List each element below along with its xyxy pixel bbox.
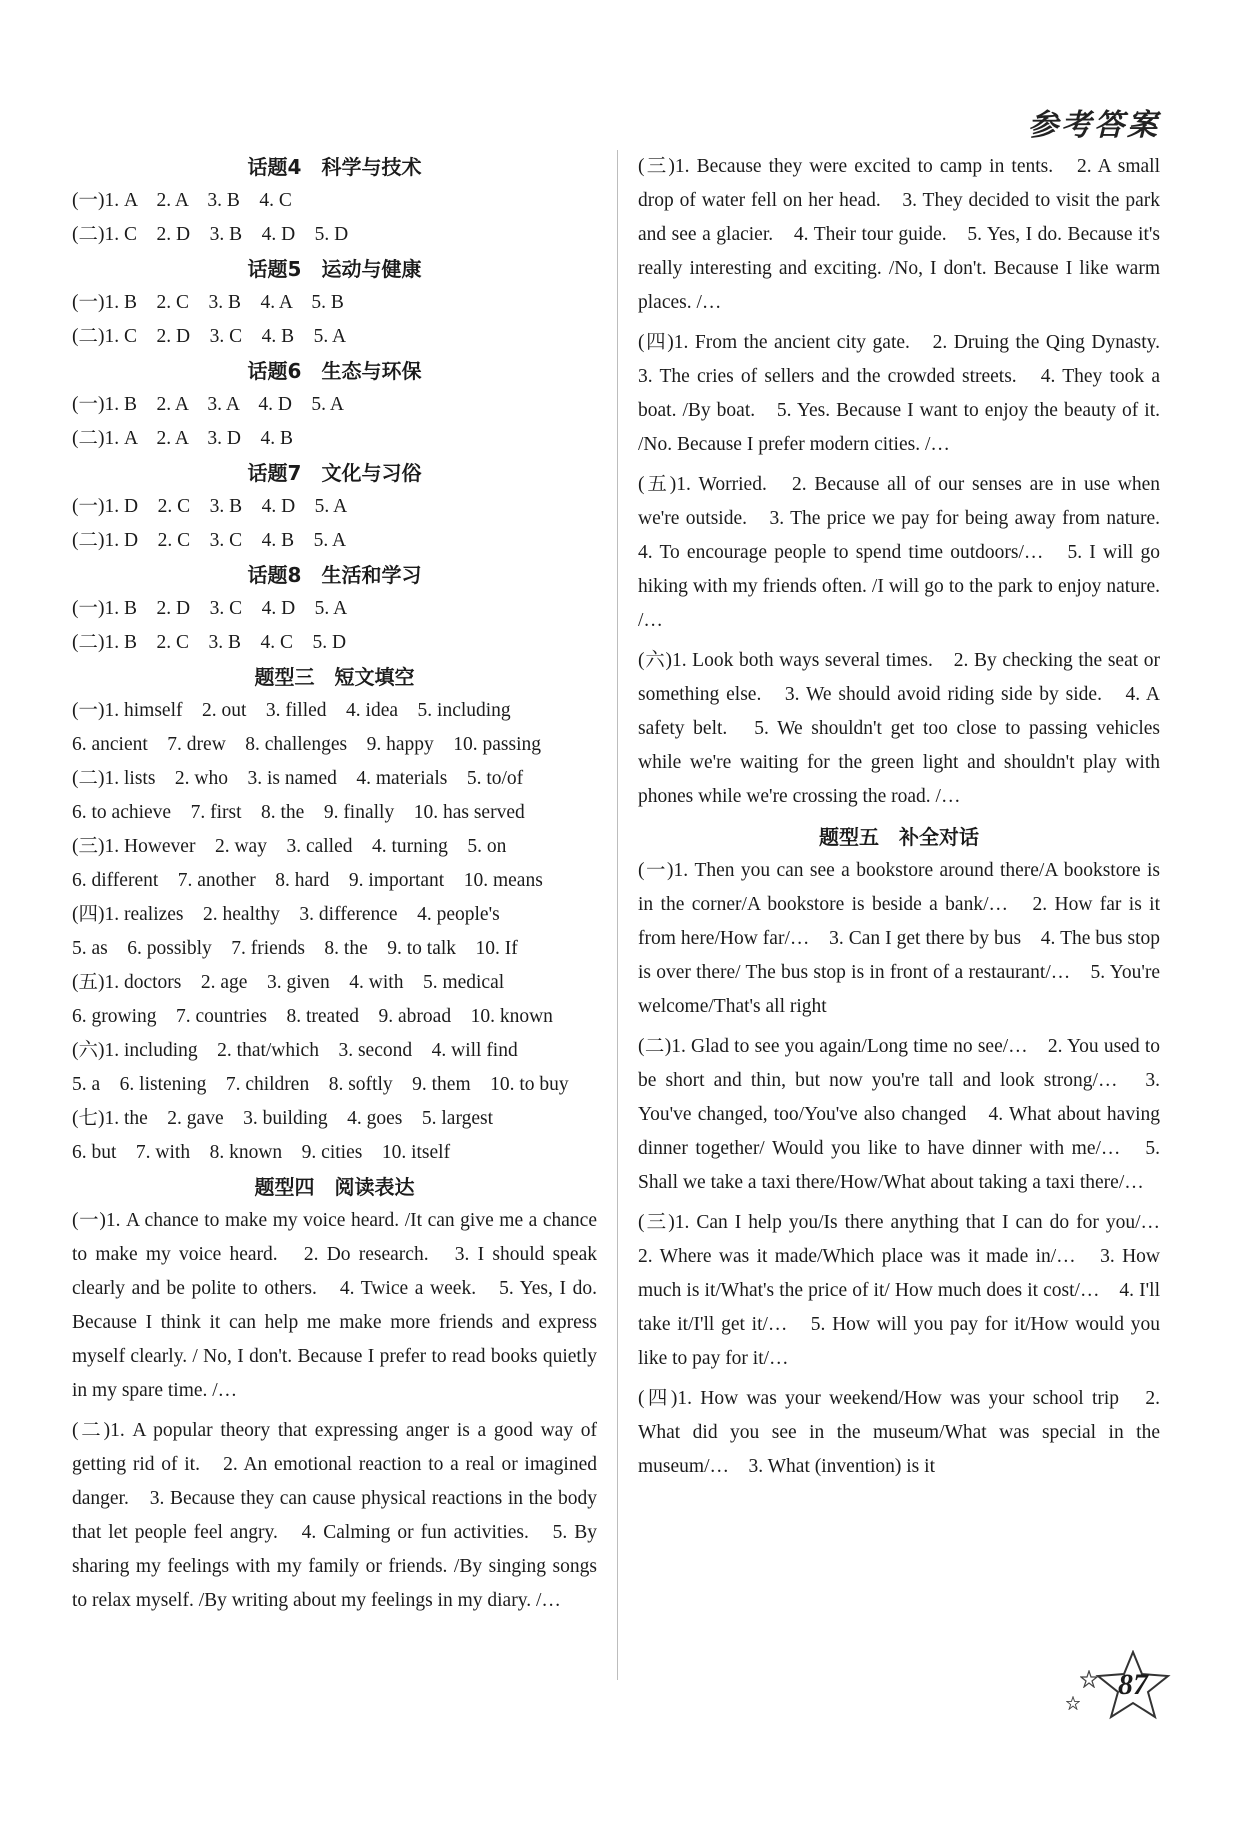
answer-line: (三)1. However 2. way 3. called 4. turning 5. on	[72, 836, 507, 857]
answer-paragraph: (一)1. Then you can see a bookstore around there/A bookstore is in the corner/A bookstore is beside a bank/… 2. How far is it from here/How far/… 3. Can I get there by bus 4. The bus stop is over there/ The bus stop is in front of a restaurant/… 5. You're welcome/That's all right	[638, 860, 1160, 1017]
answer-line: (五)1. doctors 2. age 3. given 4. with 5. medical	[72, 972, 505, 993]
answer-line: 6. but 7. with 8. known 9. cities 10. itself	[72, 1142, 451, 1163]
answer-line: (一)1. B 2. C 3. B 4. A 5. B	[72, 292, 344, 313]
answer-line: 6. different 7. another 8. hard 9. important 10. means	[72, 870, 543, 891]
section-heading: 话题4 科学与技术	[247, 155, 422, 179]
answer-paragraph: (五)1. Worried. 2. Because all of our senses are in use when we're outside. 3. The price we pay for being away from nature. 4. To encourage people to spend time outdoors/… 5. I will go hiking with my friends often. /I will go to the park to enjoy nature. /…	[638, 474, 1180, 631]
right-column	[638, 150, 1180, 1490]
column-divider	[617, 150, 618, 1680]
answer-line: (一)1. B 2. A 3. A 4. D 5. A	[72, 394, 344, 415]
answer-line: (二)1. C 2. D 3. B 4. D 5. D	[72, 224, 349, 245]
answer-line: (二)1. B 2. C 3. B 4. C 5. D	[72, 632, 347, 653]
answer-paragraph: (二)1. A popular theory that expressing anger is a good way of getting rid of it. 2. An emotional reaction to a real or imagined danger. 3. Because they can cause physical reactions in the body that let people feel angry. 4. Calming or fun activities. 5. By sharing my feelings with my family or friends. /By singing songs to relax myself. /By writing about my feelings in my diary. /…	[72, 1420, 597, 1611]
answer-line: 6. growing 7. countries 8. treated 9. abroad 10. known	[72, 1006, 553, 1027]
answer-line: (二)1. lists 2. who 3. is named 4. materials 5. to/of	[72, 768, 524, 789]
answer-line: (一)1. B 2. D 3. C 4. D 5. A	[72, 598, 348, 619]
answer-paragraph: (四)1. How was your weekend/How was your school trip 2. What did you see in the museum/What was special in the museum/… 3. What (invention) is it	[638, 1388, 1160, 1477]
answer-line: (二)1. A 2. A 3. D 4. B	[72, 428, 294, 449]
page-number-badge	[1094, 1650, 1172, 1720]
section-heading: 题型三 短文填空	[254, 665, 415, 689]
answer-paragraph: (六)1. Look both ways several times. 2. By checking the seat or something else. 3. We should avoid riding side by side. 4. A safety belt. 5. We shouldn't get too close to passing vehicles while we're waiting for the green light and shouldn't play with phones while we're crossing the road. /…	[638, 650, 1160, 807]
answer-paragraph: (二)1. Glad to see you again/Long time no see/… 2. You used to be short and thin, but now you're tall and look strong/… 3. You've changed, too/You've also changed 4. What about having dinner together/ Would you like to have dinner with me/… 5. Shall we take a taxi there/How/What about taking a taxi there/…	[638, 1036, 1160, 1193]
answer-line: (二)1. D 2. C 3. C 4. B 5. A	[72, 530, 347, 551]
answer-line: (四)1. realizes 2. healthy 3. difference 4. people's	[72, 904, 500, 925]
answer-paragraph: (四)1. From the ancient city gate. 2. Druing the Qing Dynasty. 3. The cries of sellers and the crowded streets. 4. They took a boat. /By boat. 5. Yes. Because I want to enjoy the beauty of it. /No. Because I prefer modern cities. /…	[638, 332, 1180, 455]
header-title: 参考答案	[1028, 109, 1160, 142]
answer-line: (一)1. A 2. A 3. B 4. C	[72, 190, 292, 211]
answer-line: (一)1. D 2. C 3. B 4. D 5. A	[72, 496, 348, 517]
answer-line: 5. a 6. listening 7. children 8. softly 9. them 10. to buy	[72, 1074, 569, 1095]
left-column	[72, 150, 597, 1624]
section-heading: 话题6 生态与环保	[247, 359, 422, 383]
answer-line: (二)1. C 2. D 3. C 4. B 5. A	[72, 326, 347, 347]
answer-line: (七)1. the 2. gave 3. building 4. goes 5. largest	[72, 1108, 493, 1129]
answer-paragraph: (三)1. Can I help you/Is there anything that I can do for you/… 2. Where was it made/Which place was it made in/… 3. How much is it/What's the price of it/ How much does it cost/… 4. I'll take it/I'll get it/… 5. How will you pay for it/How would you like to pay for it/…	[638, 1212, 1180, 1369]
small-star-icon	[1080, 1670, 1098, 1688]
answer-paragraph: (一)1. A chance to make my voice heard. /It can give me a chance to make my voice heard. 2. Do research. 3. I should speak clearly and be polite to others. 4. Twice a week. 5. Yes, I do. Because I think it can help me make more friends and express myself clearly. / No, I don't. Because I prefer to read books quietly in my spare time. /…	[72, 1210, 597, 1401]
section-heading: 题型五 补全对话	[819, 825, 979, 849]
section-heading: 题型四 阅读表达	[254, 1175, 415, 1199]
section-heading: 话题8 生活和学习	[247, 563, 422, 587]
section-heading: 话题5 运动与健康	[247, 257, 422, 281]
answer-line: 6. to achieve 7. first 8. the 9. finally 10. has served	[72, 802, 525, 823]
answer-line: (六)1. including 2. that/which 3. second 4. will find	[72, 1040, 518, 1061]
small-star-icon-2	[1066, 1696, 1080, 1710]
answer-line: (一)1. himself 2. out 3. filled 4. idea 5. including	[72, 700, 511, 721]
answer-line: 6. ancient 7. drew 8. challenges 9. happy 10. passing	[72, 734, 541, 755]
page-number: 87	[1118, 1668, 1148, 1701]
answer-paragraph: (三)1. Because they were excited to camp in tents. 2. A small drop of water fell on her head. 3. They decided to visit the park and see a glacier. 4. Their tour guide. 5. Yes, I do. Because it's really interesting and exciting. /No, I don't. Because I like warm places. /…	[638, 156, 1160, 313]
answer-line: 5. as 6. possibly 7. friends 8. the 9. to talk 10. If	[72, 938, 518, 959]
section-heading: 话题7 文化与习俗	[247, 461, 422, 485]
